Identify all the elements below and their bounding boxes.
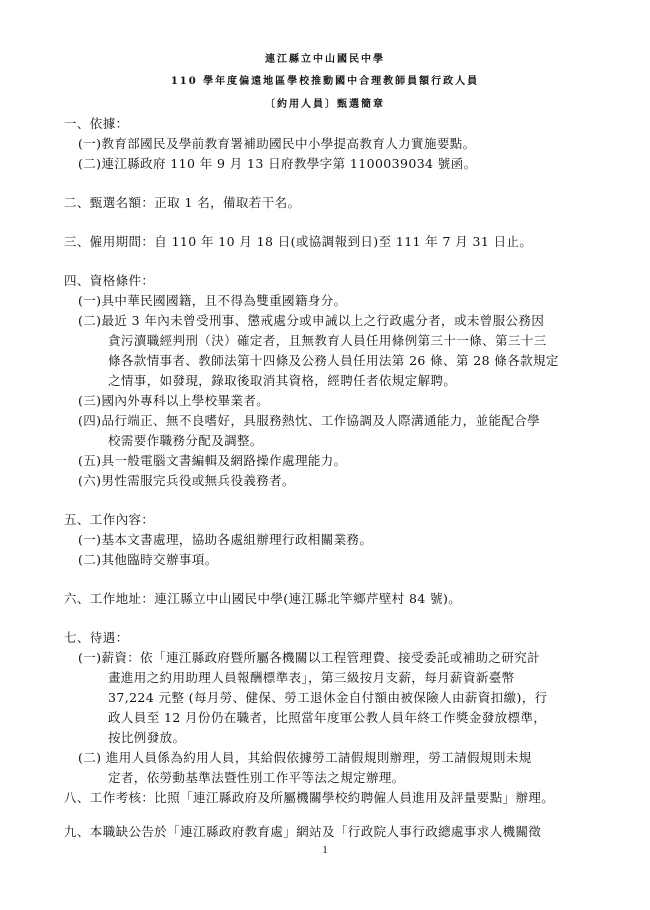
- section-7-heading: 七、待遇：: [64, 630, 129, 645]
- section-7-item-1-line-1: (一)薪資：依「連江縣政府暨所屬各機關以工程管理費、接受委託或補助之研究計: [78, 650, 541, 665]
- section-8-assessment: 八、工作考核：比照「連江縣政府及所屬機關學校約聘僱人員進用及評量要點」辦理。: [64, 790, 555, 805]
- section-3-period: 三、僱用期間：自 110 年 10 月 18 日(或協調報到日)至 111 年 7 月 31 日止。: [64, 234, 533, 249]
- document-subtitle: 〔約用人員〕甄選簡章: [265, 99, 385, 110]
- section-7-item-2-line-2: 定者，依勞動基準法暨性別工作平等法之規定辦理。: [108, 770, 405, 785]
- section-5-heading: 五、工作內容：: [64, 512, 155, 527]
- section-9-announcement: 九、本職缺公告於「連江縣政府教育處」網站及「行政院人事行政總處事求人機關徵: [64, 824, 542, 839]
- section-5-item-1: (一)基本文書處理，協助各處組辦理行政相關業務。: [78, 532, 373, 547]
- section-1-item-2: (二)連江縣政府 110 年 9 月 13 日府教學字第 1100039034 號函。: [78, 156, 477, 171]
- section-7-item-1-line-2: 畫進用之約用助理人員報酬標準表」，第三級按月支薪，每月薪資新臺幣: [108, 670, 515, 685]
- document-title: 110 學年度偏遠地區學校推動國中合理教師員額行政人員: [170, 76, 480, 87]
- section-4-item-5: (五)具一般電腦文書編輯及網路操作處理能力。: [78, 453, 347, 468]
- section-4-item-2-line-4: 之情事，如發現，錄取後取消其資格，經聘任者依規定解聘。: [108, 373, 457, 388]
- section-2-quota: 二、甄選名額：正取 1 名，備取若干名。: [64, 195, 301, 210]
- section-7-item-2-line-1: (二) 進用人員係為約用人員，其給假依據勞工請假規則辦理，勞工請假規則未規: [78, 750, 532, 765]
- section-1-heading: 一、依據：: [64, 116, 129, 131]
- school-name: 連江縣立中山國民中學: [265, 54, 385, 65]
- section-4-item-4-line-1: (四)品行端正、無不良嗜好，具服務熱忱、工作協調及人際溝通能力，並能配合學: [78, 413, 541, 428]
- section-4-item-3: (三)國內外專科以上學校畢業者。: [78, 393, 270, 408]
- section-4-item-2-line-3: 條各款情事者、教師法第十四條及公務人員任用法第 26 條、第 28 條各款規定: [108, 353, 559, 368]
- page-number: 1: [322, 844, 328, 856]
- section-4-item-4-line-2: 校需要作職務分配及調整。: [108, 433, 263, 448]
- section-1-item-1: (一)教育部國民及學前教育署補助國民中小學提高教育人力實施要點。: [78, 136, 476, 151]
- section-7-item-1-line-3: 37,224 元整 (每月勞、健保、勞工退休金自付額由被保險人由薪資扣繳)，行: [108, 690, 548, 705]
- section-6-address: 六、工作地址：連江縣立中山國民中學(連江縣北竿鄉芹壁村 84 號)。: [64, 591, 462, 606]
- section-4-heading: 四、資格條件：: [64, 273, 155, 288]
- section-5-item-2: (二)其他臨時交辦事項。: [78, 552, 218, 567]
- section-4-item-1: (一)具中華民國國籍，且不得為雙重國籍身分。: [78, 293, 347, 308]
- section-4-item-2-line-2: 貪污瀆職經判刑（決）確定者，且無教育人員任用條例第三十一條、第三十三: [108, 333, 547, 348]
- section-7-item-1-line-4: 政人員至 12 月份仍在職者，比照當年度軍公教人員年終工作獎金發放標準，: [108, 710, 547, 725]
- section-4-item-2-line-1: (二)最近 3 年內未曾受刑事、懲戒處分或申誡以上之行政處分者，或未曾服公務因: [78, 313, 545, 328]
- section-4-item-6: (六)男性需服完兵役或無兵役義務者。: [78, 473, 295, 488]
- section-7-item-1-line-5: 按比例發放。: [108, 730, 186, 745]
